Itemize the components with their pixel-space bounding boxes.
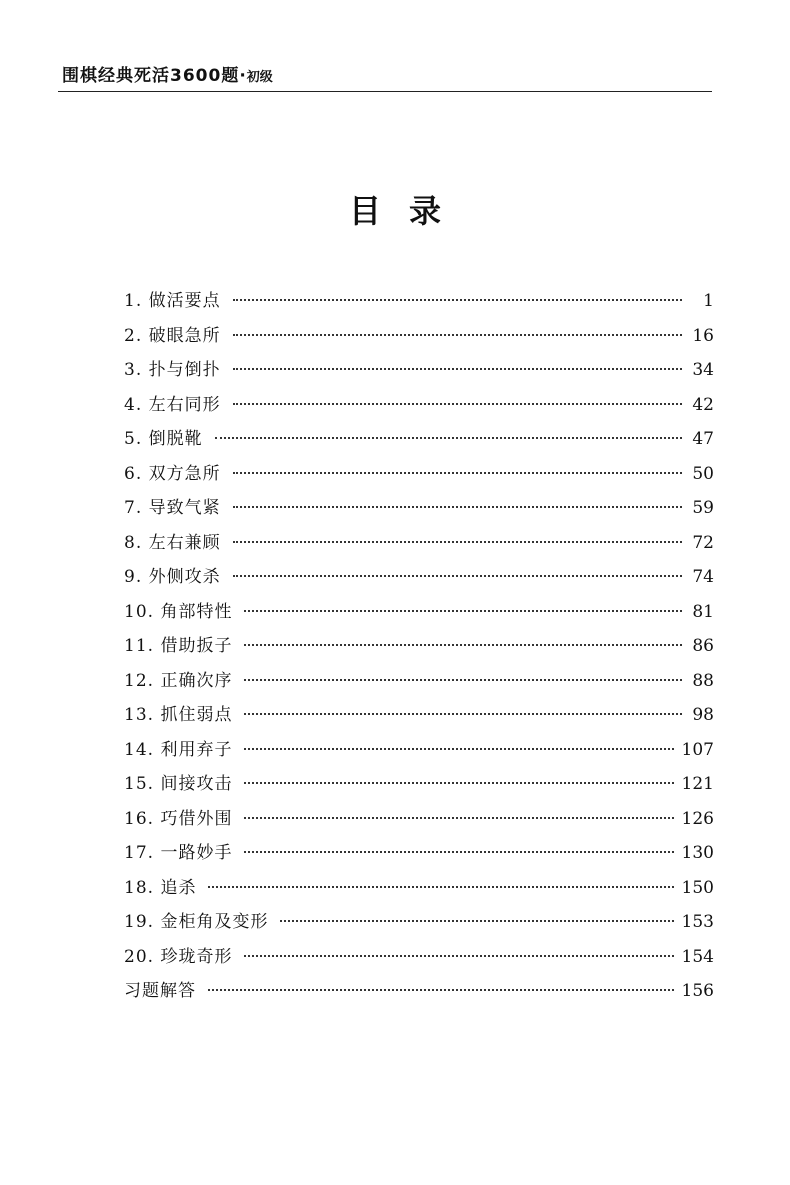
dot-leader: [244, 955, 673, 957]
toc-entry-label: 10. 角部特性: [124, 601, 233, 622]
dot-leader: [233, 541, 682, 543]
toc-entry-page-number: 81: [692, 601, 714, 622]
dot-leader: [244, 713, 682, 715]
book-title-main: 围棋经典死活3600题: [62, 66, 240, 86]
toc-entry[interactable]: [124, 595, 714, 630]
toc-entry[interactable]: [124, 319, 714, 354]
toc-entry[interactable]: [124, 974, 714, 1009]
book-title: [62, 61, 273, 86]
toc-entry[interactable]: [124, 629, 714, 664]
dot-leader: [233, 299, 682, 301]
toc-entry-label: 12. 正确次序: [124, 670, 233, 691]
dot-leader: [233, 575, 682, 577]
toc-entry[interactable]: [124, 353, 714, 388]
toc-entry[interactable]: [124, 560, 714, 595]
page-title: 目录: [348, 192, 469, 230]
toc-entry[interactable]: [124, 905, 714, 940]
dot-leader: [280, 920, 673, 922]
toc-entry-page-number: 88: [692, 670, 714, 691]
toc-entry-page-number: 16: [692, 325, 714, 346]
dot-leader: [244, 817, 673, 819]
toc-entry-page-number: 153: [681, 912, 714, 932]
toc-entry-page-number: 72: [692, 532, 714, 553]
toc-entry[interactable]: [124, 457, 714, 492]
toc-entry[interactable]: [124, 836, 714, 871]
dot-leader: [244, 851, 673, 853]
toc-entry-label: 18. 追杀: [124, 877, 197, 898]
toc-entry-label: 8. 左右兼顾: [124, 532, 221, 553]
toc-entry-label: 7. 导致气紧: [124, 498, 221, 518]
toc-entry-page-number: 50: [692, 463, 714, 484]
toc-entry-page-number: 34: [692, 360, 714, 380]
toc-entry-page-number: 42: [692, 394, 714, 415]
toc-entry-label: 15. 间接攻击: [124, 774, 233, 794]
dot-leader: [244, 782, 673, 784]
toc-entry-page-number: 59: [692, 498, 714, 518]
dot-leader: [208, 886, 673, 888]
dot-leader: [233, 472, 682, 474]
toc-entry-label: 13. 抓住弱点: [124, 705, 233, 725]
toc-entry-page-number: 130: [681, 843, 714, 863]
toc-entry[interactable]: [124, 698, 714, 733]
toc-entry-label: 2. 破眼急所: [124, 325, 221, 346]
toc-entry-label: 20. 珍珑奇形: [124, 946, 233, 967]
toc-entry-label: 3. 扑与倒扑: [124, 360, 221, 380]
dot-leader: [233, 334, 682, 336]
toc-entry-page-number: 121: [681, 774, 714, 794]
toc-entry[interactable]: [124, 664, 714, 699]
dot-leader: [244, 748, 673, 750]
toc-entry-page-number: 98: [692, 705, 714, 725]
toc-entry-label: 习题解答: [124, 981, 196, 1001]
toc-entry-label: 6. 双方急所: [124, 463, 221, 484]
toc-entry-page-number: 126: [681, 808, 714, 829]
dot-leader: [215, 437, 682, 439]
toc-entry[interactable]: [124, 422, 714, 457]
dot-leader: [233, 403, 682, 405]
toc-entry-label: 5. 倒脱靴: [124, 429, 203, 449]
toc-entry-page-number: 156: [681, 981, 714, 1001]
dot-leader: [244, 679, 682, 681]
toc-entry-label: 14. 利用弃子: [124, 739, 233, 760]
dot-leader: [244, 644, 682, 646]
toc-entry-page-number: 154: [681, 946, 714, 967]
dot-leader: [244, 610, 682, 612]
toc-entry[interactable]: [124, 388, 714, 423]
toc-entry-label: 4. 左右同形: [124, 394, 221, 415]
toc-entry-label: 11. 借助扳子: [124, 636, 233, 656]
toc-entry[interactable]: [124, 733, 714, 768]
toc-entry-label: 16. 巧借外围: [124, 808, 233, 829]
toc-entry-page-number: 86: [692, 636, 714, 656]
toc-entry[interactable]: [124, 284, 714, 319]
toc-entry-page-number: 107: [681, 739, 714, 760]
toc-entry[interactable]: [124, 940, 714, 975]
toc-entry-page-number: 47: [692, 429, 714, 449]
toc-entry-page-number: 1: [703, 291, 714, 311]
toc-entry-label: 9. 外侧攻杀: [124, 567, 221, 587]
toc-entry[interactable]: [124, 767, 714, 802]
book-title-separator: ·: [239, 66, 247, 86]
toc-entry-page-number: 150: [681, 877, 714, 898]
toc-entry-label: 19. 金柜角及变形: [124, 912, 269, 932]
running-header: [58, 60, 712, 92]
toc-entry[interactable]: [124, 871, 714, 906]
toc-entry[interactable]: [124, 526, 714, 561]
book-title-subtitle: 初级: [246, 70, 273, 85]
dot-leader: [233, 506, 682, 508]
toc-entry[interactable]: [124, 491, 714, 526]
toc-entry[interactable]: [124, 802, 714, 837]
toc-entry-label: 17. 一路妙手: [124, 843, 233, 863]
dot-leader: [208, 989, 674, 991]
toc-entry-label: 1. 做活要点: [124, 291, 221, 311]
toc-entry-page-number: 74: [692, 567, 714, 587]
dot-leader: [233, 368, 682, 370]
table-of-contents: [124, 284, 714, 1009]
